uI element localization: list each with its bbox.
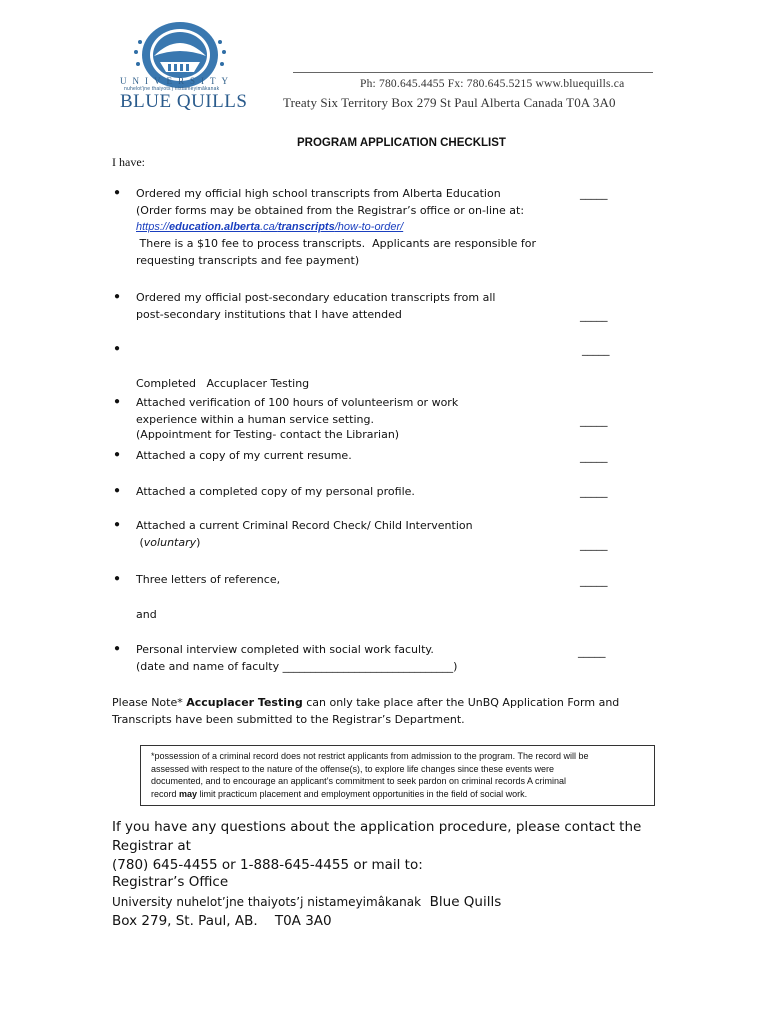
checklist-item-ps-transcripts bbox=[136, 289, 566, 323]
and-text: and bbox=[136, 608, 157, 621]
letterhead-address: Treaty Six Territory Box 279 St Paul Alberta Canada T0A 3A0 bbox=[283, 95, 616, 110]
checkbox-blank[interactable]: _____ bbox=[580, 414, 608, 427]
checklist-item-criminal-check bbox=[136, 517, 566, 551]
checkbox-blank[interactable]: _____ bbox=[580, 309, 608, 322]
registrar-institution: University nuhelot’jne thaiyots’j nistameyimâkanak Blue Quills bbox=[112, 894, 502, 910]
item-text: (Appointment for Testing- contact the Librarian) bbox=[136, 428, 400, 441]
item-text: (date and name of faculty _______________________________) bbox=[136, 660, 458, 673]
item-text: post-secondary institutions that I have attended bbox=[136, 308, 402, 321]
please-note: Please Note* Accuplacer Testing can only take place after the UnBQ Application Form and Transcripts have been submitted to the Registrar’s Department. bbox=[112, 696, 620, 726]
item-text: experience within a human service setting. bbox=[136, 413, 374, 426]
bullet-icon: ● bbox=[114, 573, 121, 584]
letterhead-divider bbox=[293, 72, 653, 73]
checklist-item-interview bbox=[136, 641, 566, 675]
link-part[interactable]: https:// bbox=[136, 221, 170, 233]
registrar-address: Box 279, St. Paul, AB. T0A 3A0 bbox=[112, 913, 332, 929]
item-text: Personal interview completed with social work faculty. bbox=[136, 643, 434, 656]
registrar-title: Registrar’s Office bbox=[112, 874, 229, 890]
item-text: Attached a current Criminal Record Check/ Child Intervention bbox=[136, 519, 473, 532]
checklist-item-references bbox=[136, 571, 566, 588]
checkbox-blank[interactable]: _____ bbox=[580, 574, 608, 587]
bullet-icon: ● bbox=[114, 187, 121, 198]
link-part[interactable]: .ca/ bbox=[260, 221, 278, 233]
checklist-item-hs-transcripts bbox=[136, 185, 566, 269]
item-text: Attached a completed copy of my personal profile. bbox=[136, 485, 415, 498]
checklist-item-profile bbox=[136, 483, 566, 500]
checkbox-blank[interactable]: _____ bbox=[580, 538, 608, 551]
checkbox-blank[interactable]: _____ bbox=[580, 187, 608, 200]
bullet-icon: ● bbox=[114, 519, 121, 530]
link-part[interactable]: education.alberta bbox=[169, 221, 261, 233]
bullet-icon: ● bbox=[114, 396, 121, 407]
university-word: UNIVERSITY bbox=[120, 76, 234, 86]
bullet-icon: ● bbox=[114, 485, 121, 496]
university-name: BLUE QUILLS bbox=[120, 91, 248, 112]
bullet-icon: ● bbox=[114, 343, 121, 354]
letterhead-contact: Ph: 780.645.4455 Fx: 780.645.5215 www.bluequills.ca bbox=[360, 78, 625, 90]
checkbox-blank[interactable]: _____ bbox=[580, 450, 608, 463]
link-part[interactable]: /how-to-order/ bbox=[334, 221, 404, 233]
checkbox-blank[interactable]: _____ bbox=[580, 485, 608, 498]
transcripts-link[interactable] bbox=[136, 219, 566, 235]
item-text: (voluntary) bbox=[136, 536, 201, 549]
item-text: Ordered my official post-secondary education transcripts from all bbox=[136, 291, 496, 304]
bullet-icon: ● bbox=[114, 291, 121, 302]
checkbox-blank[interactable]: _____ bbox=[578, 645, 606, 658]
item-text: (Order forms may be obtained from the Registrar’s office or on-line at: bbox=[136, 204, 525, 217]
item-text: There is a $10 fee to process transcripts. Applicants are responsible for bbox=[136, 237, 537, 250]
checklist-item-resume bbox=[136, 447, 566, 464]
university-subtext: nuhelot'įne thaiyots'į nistameyimâkanak bbox=[124, 86, 220, 92]
item-text: requesting transcripts and fee payment) bbox=[136, 254, 360, 267]
page-title: PROGRAM APPLICATION CHECKLIST bbox=[297, 137, 506, 149]
bullet-icon: ● bbox=[114, 643, 121, 654]
item-text: Attached verification of 100 hours of volunteerism or work bbox=[136, 396, 459, 409]
bullet-icon: ● bbox=[114, 449, 121, 460]
checklist-item-volunteer bbox=[136, 394, 566, 428]
intro-text: I have: bbox=[112, 155, 145, 169]
item-text: Ordered my official high school transcripts from Alberta Education bbox=[136, 187, 501, 200]
item-text: Completed Accuplacer Testing bbox=[136, 377, 310, 390]
contact-info: If you have any questions about the application procedure, please contact the Registrar at (780) 645-4455 or 1-888-645-4455 or mail to: bbox=[112, 819, 642, 873]
item-text: Attached a copy of my current resume. bbox=[136, 449, 352, 462]
checkbox-blank[interactable]: _____ bbox=[582, 343, 610, 356]
link-part[interactable]: transcripts bbox=[277, 221, 335, 233]
criminal-record-disclaimer: *possession of a criminal record does not restrict applicants from admission to the program. The record will be assessed with respect to the nature of the offense(s), to explore life changes since these events were documented, and to encourage an applicant’s commitment to seek pardon on criminal records A criminal record may limit practicum placement and employment opportunities in the field of social work. bbox=[140, 745, 655, 806]
item-text: Three letters of reference, bbox=[136, 573, 281, 586]
